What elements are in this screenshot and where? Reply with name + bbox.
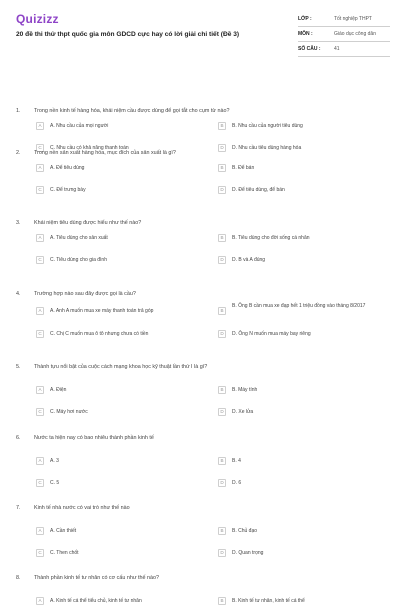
option-text: A. Tiêu dùng cho sản xuất (50, 235, 108, 241)
question-6 (0, 435, 400, 495)
option-d[interactable] (218, 184, 394, 196)
option-b[interactable] (218, 525, 394, 537)
option-badge: B (218, 597, 226, 605)
option-text: B. Chủ đạo (232, 528, 258, 534)
option-c[interactable] (36, 254, 212, 266)
option-text: B. Kinh tế tư nhân, kinh tế cá thể (232, 598, 305, 604)
question-number: 7. (16, 505, 21, 511)
page-title: 20 đề thi thử thpt quốc gia môn GDCD cực hay có lời giải chi tiết (Đề 3) (16, 31, 240, 38)
meta-value: 41 (334, 46, 340, 52)
option-badge: A (36, 234, 44, 242)
meta-value: Giáo dục công dân (334, 31, 376, 37)
option-badge: C (36, 144, 44, 152)
option-d[interactable] (218, 328, 394, 340)
question-7 (0, 505, 400, 565)
option-c[interactable] (36, 477, 212, 489)
option-badge: D (218, 144, 226, 152)
option-c[interactable] (36, 547, 212, 559)
option-badge: A (36, 386, 44, 394)
option-text: C. Then chốt (50, 550, 79, 556)
option-b[interactable] (218, 162, 394, 174)
meta-value: Tốt nghiệp THPT (334, 16, 372, 22)
question-text: Nước ta hiện nay có bao nhiêu thành phần kinh tế (34, 435, 154, 441)
option-text: C. Nhu cầu có khả năng thanh toán (50, 145, 129, 151)
meta-row-class (298, 12, 390, 27)
option-a[interactable] (36, 162, 212, 174)
question-8 (0, 575, 400, 604)
question-text: Thành phần kinh tế tư nhân có cơ cấu như thế nào? (34, 575, 159, 581)
question-text: Khái niệm tiêu dùng được hiểu như thế nào? (34, 220, 142, 226)
option-text: A. Cần thiết (50, 528, 77, 534)
option-badge: D (218, 186, 226, 194)
option-a[interactable] (36, 455, 212, 467)
option-badge: A (36, 457, 44, 465)
option-badge: B (218, 307, 226, 315)
option-text: C. Máy hơi nước (50, 409, 88, 415)
option-c[interactable] (36, 406, 212, 418)
option-text: A. Điện (50, 387, 67, 393)
option-text: D. 6 (232, 480, 242, 486)
option-d[interactable] (218, 477, 394, 489)
option-badge: C (36, 330, 44, 338)
question-number: 8. (16, 575, 21, 581)
option-badge: B (218, 457, 226, 465)
option-a[interactable] (36, 232, 212, 244)
option-badge: B (218, 122, 226, 130)
option-text: C. Để trưng bày (50, 187, 86, 193)
meta-label: MÔN : (298, 31, 313, 37)
option-badge: D (218, 408, 226, 416)
option-badge: A (36, 164, 44, 172)
option-badge: D (218, 549, 226, 557)
option-b[interactable] (218, 455, 394, 467)
question-number: 5. (16, 364, 21, 370)
option-text: B. Tiêu dùng cho đời sống cá nhân (232, 235, 310, 241)
meta-row-count (298, 42, 390, 57)
option-text: B. Nhu cầu của người tiêu dùng (232, 123, 303, 129)
option-text: B. Máy tính (232, 387, 258, 393)
option-badge: D (218, 330, 226, 338)
meta-table (298, 12, 390, 57)
option-text: D. Nhu cầu tiêu dùng hàng hóa (232, 145, 302, 151)
question-4 (0, 291, 400, 351)
option-c[interactable] (36, 328, 212, 340)
option-badge: C (36, 186, 44, 194)
option-d[interactable] (218, 547, 394, 559)
option-a[interactable] (36, 384, 212, 396)
option-b[interactable] (218, 384, 394, 396)
option-text: D. Để tiêu dùng, để bán (232, 187, 285, 193)
meta-label: LỚP : (298, 16, 312, 22)
option-text: B. Để bán (232, 165, 255, 171)
option-a[interactable] (36, 305, 212, 317)
question-number: 4. (16, 291, 21, 297)
option-badge: C (36, 408, 44, 416)
option-text: D. Ông N muốn mua máy bay riêng (232, 331, 311, 337)
option-text: A. Anh A muốn mua xe máy thanh toán trả góp (50, 308, 154, 314)
question-text: Trong nền sản xuất hàng hóa, mục đích của sản xuất là gì? (34, 150, 176, 156)
option-badge: A (36, 122, 44, 130)
option-badge: B (218, 386, 226, 394)
option-text: A. Kinh tế cá thể tiểu chủ, kinh tế tư nhân (50, 598, 142, 604)
option-a[interactable] (36, 595, 212, 607)
option-text: C. 5 (50, 480, 60, 486)
option-d[interactable] (218, 254, 394, 266)
option-badge: B (218, 527, 226, 535)
option-badge: C (36, 256, 44, 264)
option-text: D. B và A đúng (232, 257, 266, 263)
option-badge: D (218, 256, 226, 264)
option-text: B. Ông B cần mua xe đạp hết 1 triệu đồng vào tháng 8/2017 (232, 303, 366, 309)
question-3 (0, 220, 400, 280)
question-number: 6. (16, 435, 21, 441)
question-text: Kinh tế nhà nước có vai trò như thế nào (34, 505, 130, 511)
question-text: Trường hợp nào sau đây được gọi là cầu? (34, 291, 136, 297)
option-b[interactable] (218, 232, 394, 244)
option-text: D. Xe lửa (232, 409, 254, 415)
question-5 (0, 364, 400, 424)
option-text: A. Nhu cầu của mọi người (50, 123, 109, 129)
option-text: B. 4 (232, 458, 241, 464)
option-text: A. 3 (50, 458, 59, 464)
option-badge: C (36, 549, 44, 557)
option-b[interactable] (218, 305, 394, 317)
option-text: A. Để tiêu dùng (50, 165, 85, 171)
option-b[interactable] (218, 595, 394, 607)
option-c[interactable] (36, 184, 212, 196)
question-number: 1. (16, 108, 21, 114)
question-2 (0, 150, 400, 210)
meta-label: SỐ CÂU : (298, 46, 321, 52)
option-badge: A (36, 527, 44, 535)
option-badge: C (36, 479, 44, 487)
question-number: 2. (16, 150, 21, 156)
option-badge: A (36, 597, 44, 605)
option-text: C. Tiêu dùng cho gia đình (50, 257, 107, 263)
worksheet-header (0, 0, 400, 70)
question-text: Trong nền kinh tế hàng hóa, khái niệm cầu được dùng để gọi tắt cho cụm từ nào? (34, 108, 230, 114)
meta-row-subject (298, 27, 390, 42)
option-d[interactable] (218, 406, 394, 418)
option-badge: B (218, 234, 226, 242)
option-a[interactable] (36, 525, 212, 537)
option-b[interactable] (218, 120, 394, 132)
option-text: D. Quan trọng (232, 550, 264, 556)
option-badge: A (36, 307, 44, 315)
option-a[interactable] (36, 120, 212, 132)
option-badge: D (218, 479, 226, 487)
quizizz-logo: Quizizz (16, 12, 59, 26)
question-number: 3. (16, 220, 21, 226)
option-badge: B (218, 164, 226, 172)
option-text: C. Chị C muốn mua ô tô nhưng chưa có tiền (50, 331, 149, 337)
question-text: Thành tựu nổi bật của cuộc cách mạng khoa học kỹ thuật lần thứ I là gì? (34, 364, 208, 370)
